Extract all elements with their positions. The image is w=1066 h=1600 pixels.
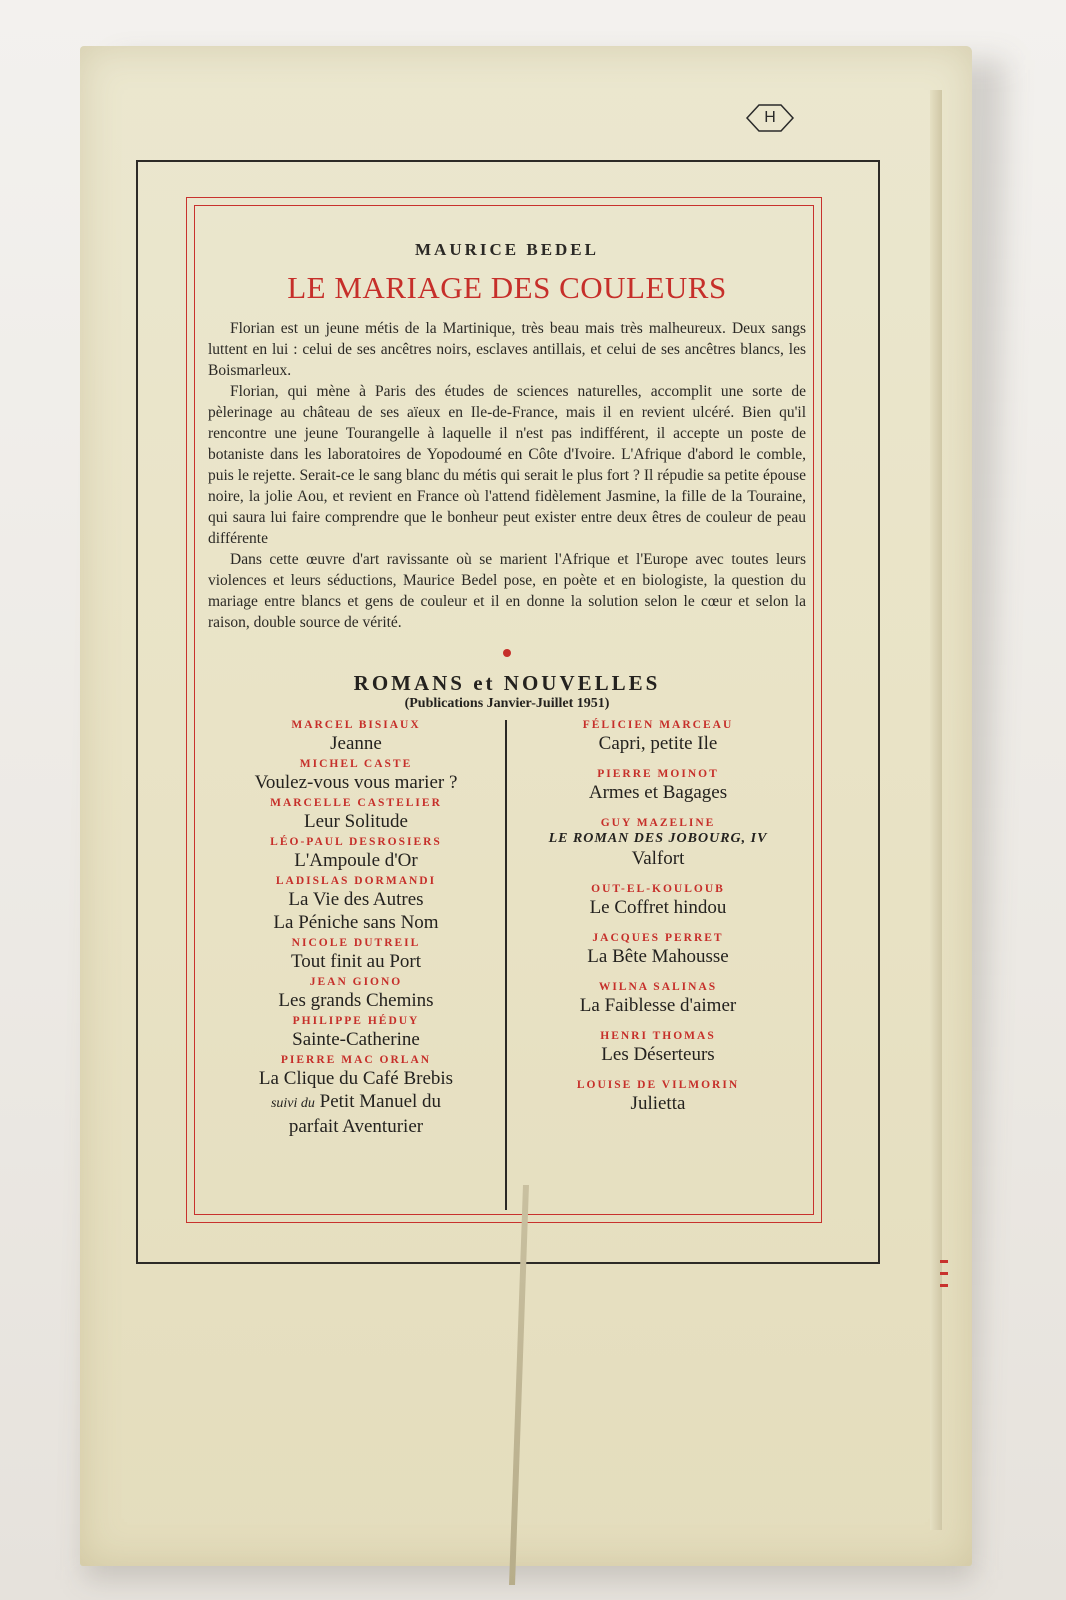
entry-author: MICHEL CASTE: [299, 758, 413, 770]
entry-author: MARCELLE CASTELIER: [270, 797, 442, 809]
suivi-du-label: suivi du: [270, 1096, 315, 1111]
entry-work: Le Coffret hindou: [589, 897, 727, 918]
blurb-paragraph: Florian, qui mène à Paris des études de sciences naturelles, accomplit une sorte de pèlerinage au château de ses aïeux en Ile-de-France, mais il en revient ulcéré. Bien qu'il rencontre une jeune Tourangelle à laquelle il n'est pas indifférent, il accepte un poste de botaniste dans les laboratoires de Yopodoumé en Côte d'Ivoire. L'Afrique d'abord le comble, puis le rejette. Serait-ce le sang blanc du métis qui serait le plus fort ? Il répudie sa petite épouse noire, la jolie Aou, et revient en France où l'attend fidèlement Jasmine, la fille de la Touraine, qui saura lui faire comprendre que le bonheur peut exister entre deux êtres de couleur de peau différente: [208, 383, 806, 547]
entry-author: JACQUES PERRET: [592, 932, 724, 944]
entry-work-extra: Petit Manuel du: [319, 1091, 442, 1112]
entry-work: La Clique du Café Brebis: [258, 1068, 454, 1089]
entry-work: La Faiblesse d'aimer: [579, 995, 737, 1016]
catalog-columns: [208, 718, 806, 1140]
entry-work: Valfort: [631, 848, 685, 869]
entry-work: La Péniche sans Nom: [273, 912, 439, 933]
catalog-entry: [208, 1014, 504, 1051]
entry-author: LOUISE DE VILMORIN: [576, 1079, 740, 1091]
catalog-entry: [510, 1029, 806, 1066]
catalog-entry: [208, 1053, 504, 1138]
catalog-title: ROMANS et NOUVELLES: [353, 671, 661, 695]
catalog-entry: [510, 816, 806, 870]
entry-author: LADISLAS DORMANDI: [275, 875, 437, 887]
catalog-entry: [208, 874, 504, 934]
catalog-left-column: [208, 718, 504, 1140]
blurb-paragraph: Dans cette œuvre d'art ravissante où se marient l'Afrique et l'Europe avec toutes leurs violences et leurs séductions, Maurice Bedel pose, en poète et en biologiste, la question du mariage entre blancs et gens de couleur et il en donne la solution selon le cœur et selon la raison, double source de vérité.: [208, 551, 806, 631]
entry-author: FÉLICIEN MARCEAU: [582, 719, 734, 731]
catalog-entry: [510, 767, 806, 804]
blurb-paragraph: Florian est un jeune métis de la Martinique, très beau mais très malheureux. Deux sangs luttent en lui : celui de ses ancêtres noirs, esclaves antillais, et celui de ses ancêtres blancs, les Boismarleux.: [208, 320, 806, 379]
entry-work: L'Ampoule d'Or: [294, 850, 418, 871]
entry-work: Capri, petite Ile: [598, 733, 718, 754]
entry-author: WILNA SALINAS: [598, 981, 718, 993]
entry-work: Les grands Chemins: [278, 990, 434, 1011]
entry-work: Sainte-Catherine: [292, 1029, 420, 1050]
publisher-logo-letter: H: [764, 109, 776, 126]
entry-author: PIERRE MAC ORLAN: [280, 1054, 432, 1066]
entry-author: OUT-EL-KOULOUB: [591, 883, 725, 895]
entry-work: Armes et Bagages: [588, 782, 728, 803]
entry-work: Tout finit au Port: [290, 951, 422, 972]
entry-work: Les Déserteurs: [601, 1044, 715, 1065]
catalog-entry: [208, 757, 504, 794]
catalog-subtitle: (Publications Janvier-Juillet 1951): [404, 696, 610, 711]
catalog-entry: [510, 882, 806, 919]
entry-author: LÉO-PAUL DESROSIERS: [270, 836, 442, 848]
catalog-entry: [510, 718, 806, 755]
entry-series: LE ROMAN DES JOBOURG, IV: [548, 831, 768, 846]
entry-author: HENRI THOMAS: [600, 1030, 716, 1042]
catalog-entry: [510, 980, 806, 1017]
entry-work: Jeanne: [330, 733, 382, 754]
catalog-entry: [510, 1078, 806, 1115]
entry-author: NICOLE DUTREIL: [291, 937, 421, 949]
book-author: MAURICE BEDEL: [415, 240, 599, 259]
entry-work: Leur Solitude: [304, 811, 408, 832]
entry-author: MARCEL BISIAUX: [291, 719, 421, 731]
entry-author: PIERRE MOINOT: [597, 768, 719, 780]
catalog-entry: [208, 936, 504, 973]
entry-work: Julietta: [630, 1093, 686, 1114]
publisher-logo-icon: [745, 103, 795, 133]
catalog-entry: [208, 796, 504, 833]
edge-red-marks: [940, 1260, 948, 1300]
entry-work: La Vie des Autres: [288, 889, 424, 910]
entry-author: GUY MAZELINE: [600, 817, 716, 829]
entry-work: Voulez-vous vous marier ?: [254, 772, 458, 793]
catalog-entry: [208, 835, 504, 872]
column-divider: [505, 720, 507, 1210]
book-edge: [930, 90, 942, 1530]
entry-work-continued: [208, 1090, 504, 1115]
cover-content: [208, 240, 806, 1140]
entry-work-extra2: parfait Aventurier: [288, 1116, 424, 1137]
entry-author: PHILIPPE HÉDUY: [292, 1015, 420, 1027]
catalog-entry: [208, 718, 504, 755]
catalog-entry: [510, 931, 806, 968]
entry-author: JEAN GIONO: [309, 976, 403, 988]
red-bullet-ornament: [503, 649, 511, 657]
catalog-entry: [208, 975, 504, 1012]
catalog-right-column: [510, 718, 806, 1140]
book-title: LE MARIAGE DES COULEURS: [287, 270, 727, 305]
entry-work: La Bête Mahousse: [587, 946, 729, 967]
